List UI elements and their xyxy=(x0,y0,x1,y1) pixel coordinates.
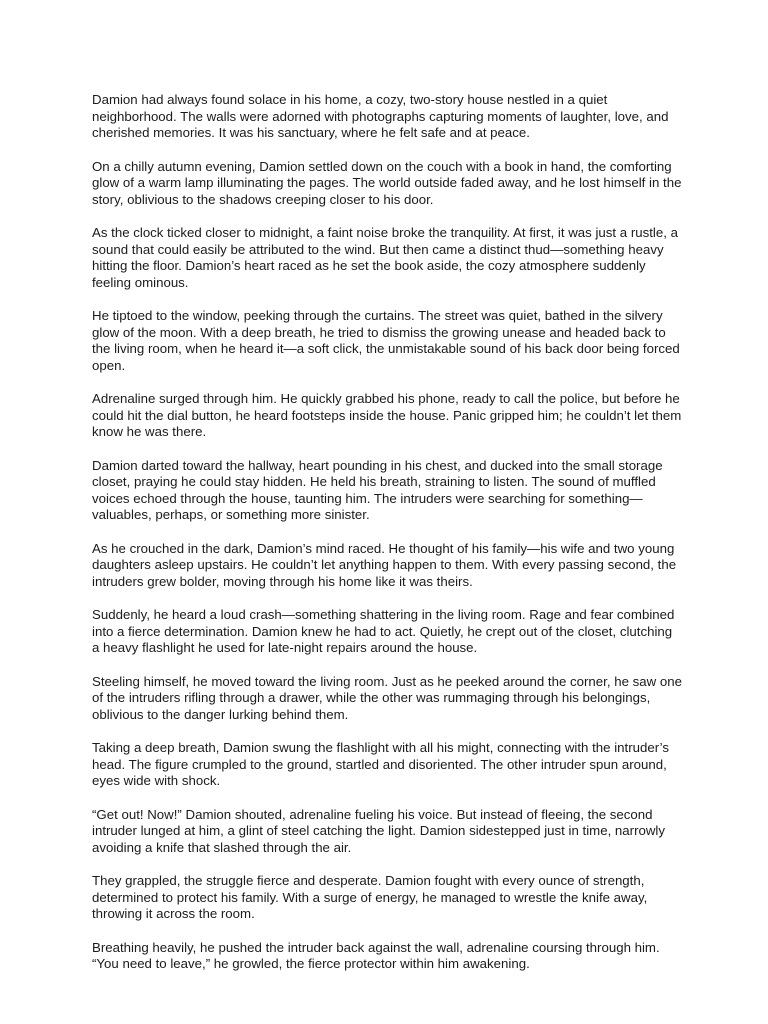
paragraph-4: He tiptoed to the window, peeking through the curtains. The street was quiet, bathed in the silvery glow of the moon. With a deep breath, he tried to dismiss the growing unease and headed back to the living room, when he heard it—a soft click, the unmistakable sound of his back door being forced open. xyxy=(92,308,680,373)
paragraph-3: As the clock ticked closer to midnight, a faint noise broke the tranquility. At first, it was just a rustle, a sound that could easily be attributed to the wind. But then came a distinct thud—something heavy hitting the floor. Damion’s heart raced as he set the book aside, the cozy atmosphere suddenly feeling ominous. xyxy=(92,225,678,290)
paragraph-7: As he crouched in the dark, Damion’s mind raced. He thought of his family—his wife and two young daughters asleep upstairs. He couldn’t let anything happen to them. With every passing second, the intruders grew bolder, moving through his home like it was theirs. xyxy=(92,540,677,589)
paragraph-10: Taking a deep breath, Damion swung the flashlight with all his might, connecting with the intruder’s head. The figure crumpled to the ground, startled and disoriented. The other intruder spun around, eyes wide with shock. xyxy=(92,740,669,788)
paragraph-12: They grappled, the struggle fierce and desperate. Damion fought with every ounce of strength, determined to protect his family. With a surge of energy, he managed to wrestle the knife away, throwing it across the room. xyxy=(92,873,648,921)
paragraph-6: Damion darted toward the hallway, heart pounding in his chest, and ducked into the small storage closet, praying he could stay hidden. He held his breath, straining to listen. The sound of muffled voices echoed through the house, taunting him. The intruders were searching for something—valuables, perhaps, or something more sinister. xyxy=(92,457,663,522)
paragraph-11: “Get out! Now!” Damion shouted, adrenaline fueling his voice. But instead of fleeing, the second intruder lunged at him, a glint of steel catching the light. Damion sidestepped just in time, narrowly avoiding a knife that slashed through the air. xyxy=(92,806,665,855)
document-body xyxy=(92,92,682,990)
paragraph-2: On a chilly autumn evening, Damion settled down on the couch with a book in hand, the comforting glow of a warm lamp illuminating the pages. The world outside faded away, and he lost himself in the story, oblivious to the shadows creeping closer to his door. xyxy=(92,158,682,207)
paragraph-13: Breathing heavily, he pushed the intruder back against the wall, adrenaline coursing through him. “You need to leave,” he growled, the fierce protector within him awakening. xyxy=(92,939,660,971)
paragraph-8: Suddenly, he heard a loud crash—something shattering in the living room. Rage and fear combined into a fierce determination. Damion knew he had to act. Quietly, he crept out of the closet, clutching a heavy flashlight he used for late-night repairs around the house. xyxy=(92,607,675,655)
paragraph-5: Adrenaline surged through him. He quickly grabbed his phone, ready to call the police, but before he could hit the dial button, he heard footsteps inside the house. Panic gripped him; he couldn’t let them know he was there. xyxy=(92,391,682,439)
paragraph-9: Steeling himself, he moved toward the living room. Just as he peeked around the corner, he saw one of the intruders rifling through a drawer, while the other was rummaging through his belongings, oblivious to the danger lurking behind them. xyxy=(92,673,682,722)
paragraph-1: Damion had always found solace in his home, a cozy, two-story house nestled in a quiet neighborhood. The walls were adorned with photographs capturing moments of laughter, love, and cherished memories. It was his sanctuary, where he felt safe and at peace. xyxy=(92,92,669,140)
